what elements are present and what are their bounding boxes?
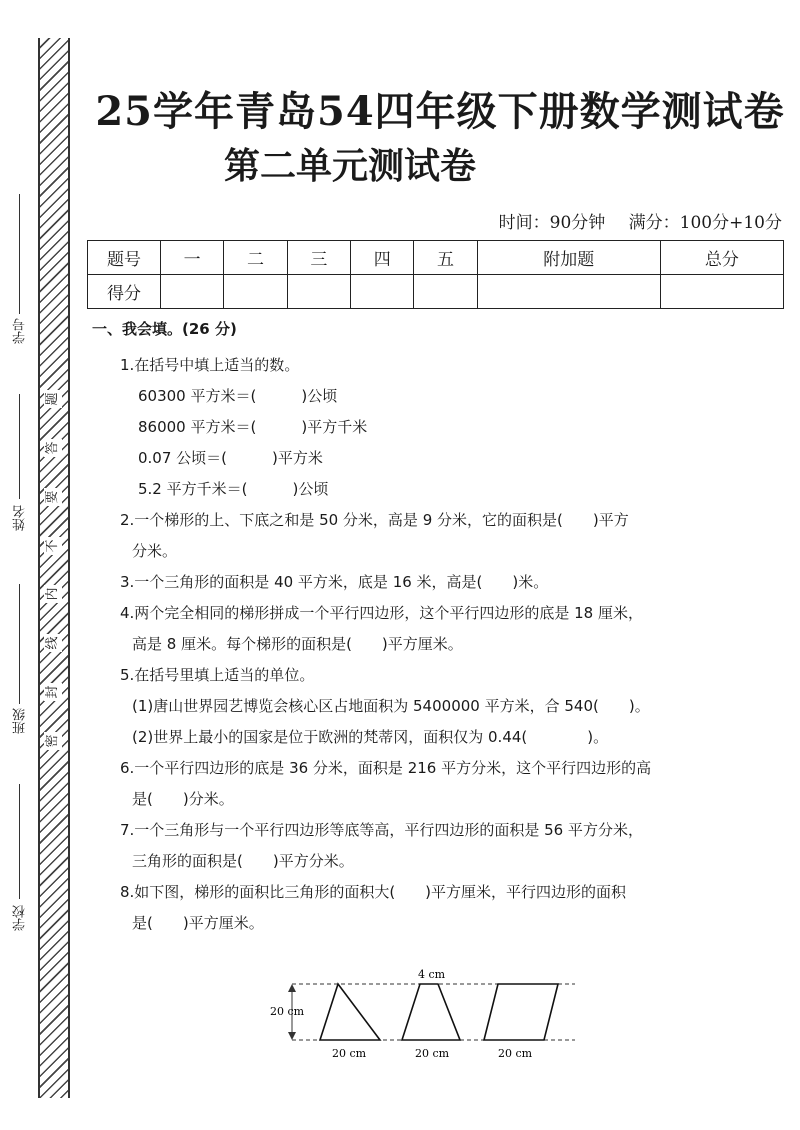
shapes-figure: [270, 962, 580, 1062]
score-table-score-row: [88, 275, 784, 309]
seal-char: 密: [44, 732, 62, 750]
score-table: [87, 240, 784, 309]
seal-line-text: [44, 390, 62, 750]
score-header-cell: 四: [351, 241, 414, 275]
question-line: 5.2 平方千米＝( )公顷: [138, 480, 329, 498]
binding-margin: [0, 0, 80, 1130]
student-id-label: 学号: [13, 318, 28, 344]
question-line: 高是 8 厘米。每个梯形的面积是( )平方厘米。: [132, 635, 463, 653]
height-label: 20 cm: [270, 1005, 305, 1018]
score-cell[interactable]: [161, 275, 224, 309]
score-cell[interactable]: [287, 275, 350, 309]
score-cell[interactable]: [224, 275, 287, 309]
question-line: 1.在括号中填上适当的数。: [120, 356, 300, 374]
seal-char: 题: [44, 390, 62, 408]
score-header-cell: 五: [414, 241, 477, 275]
page-subtitle: 第二单元测试卷: [223, 145, 476, 187]
school-field[interactable]: [4, 780, 34, 899]
question-line: 60300 平方米＝( )公顷: [138, 387, 338, 405]
school-label: 学校: [13, 905, 28, 931]
question-line: 86000 平方米＝( )平方千米: [138, 418, 368, 436]
question-line: 三角形的面积是( )平方分米。: [132, 852, 354, 870]
parallelogram-shape: [484, 984, 558, 1040]
question-line: 6.一个平行四边形的底是 36 分米，面积是 216 平方分米，这个平行四边形的高: [120, 759, 652, 777]
question-line: 7.一个三角形与一个平行四边形等底等高，平行四边形的面积是 56 平方分米，: [120, 821, 643, 839]
seal-char: 封: [44, 683, 62, 701]
student-id-label-group: [11, 318, 30, 344]
question-line: 是( )平方厘米。: [132, 914, 264, 932]
full-score: 满分：100分+10分: [628, 213, 782, 233]
triangle-base-label: 20 cm: [332, 1047, 367, 1060]
score-cell[interactable]: [660, 275, 783, 309]
score-header-cell: 题号: [88, 241, 161, 275]
class-field[interactable]: [4, 580, 34, 704]
name-label: 姓名: [13, 505, 28, 531]
question-line: 分米。: [132, 542, 178, 560]
seal-char: 不: [44, 537, 62, 555]
score-header-cell: 三: [287, 241, 350, 275]
seal-char: 内: [44, 585, 62, 603]
height-arrow-head-bottom: [288, 1032, 296, 1040]
name-label-group: [11, 505, 30, 531]
trapezoid-base-label: 20 cm: [415, 1047, 450, 1060]
exam-info: [481, 208, 782, 233]
score-header-cell: 一: [161, 241, 224, 275]
trapezoid-top-label: 4 cm: [418, 968, 446, 981]
seal-char: 要: [44, 488, 62, 506]
question-line: (2)世界上最小的国家是位于欧洲的梵蒂冈，面积仅为 0.44( )。: [132, 728, 609, 746]
score-row-label: 得分: [88, 275, 161, 309]
question-line: 5.在括号里填上适当的单位。: [120, 666, 315, 684]
school-label-group: [11, 905, 30, 931]
score-table-header-row: [88, 241, 784, 275]
question-line: (1)唐山世界园艺博览会核心区占地面积为 5400000 平方米，合 540( )。: [132, 697, 650, 715]
question-line: 0.07 公顷＝( )平方米: [138, 449, 323, 467]
seal-char: 答: [44, 439, 62, 457]
score-cell[interactable]: [477, 275, 660, 309]
question-line: 2.一个梯形的上、下底之和是 50 分米，高是 9 分米，它的面积是( )平方: [120, 511, 629, 529]
score-header-cell: 总分: [660, 241, 783, 275]
seal-char: 线: [44, 634, 62, 652]
student-id-field[interactable]: [4, 190, 34, 314]
section-fill-in: [92, 318, 792, 939]
height-arrow-head-top: [288, 984, 296, 992]
trapezoid-shape: [402, 984, 460, 1040]
score-cell[interactable]: [414, 275, 477, 309]
question-line: 是( )分米。: [132, 790, 234, 808]
question-line: 4.两个完全相同的梯形拼成一个平行四边形，这个平行四边形的底是 18 厘米，: [120, 604, 643, 622]
time-limit: 时间：90分钟: [498, 213, 606, 233]
section-heading: 一、我会填。(26 分): [92, 320, 237, 338]
score-header-cell: 二: [224, 241, 287, 275]
score-cell[interactable]: [351, 275, 414, 309]
page-title: 25学年青岛54四年级下册数学测试卷: [95, 88, 785, 135]
name-field[interactable]: [4, 390, 34, 499]
class-label-group: [11, 708, 30, 734]
triangle-shape: [320, 984, 380, 1040]
question-line: 8.如下图，梯形的面积比三角形的面积大( )平方厘米，平行四边形的面积: [120, 883, 627, 901]
score-header-cell: 附加题: [477, 241, 660, 275]
question-line: 3.一个三角形的面积是 40 平方米，底是 16 米，高是( )米。: [120, 573, 549, 591]
parallelogram-base-label: 20 cm: [498, 1047, 533, 1060]
class-label: 班级: [13, 708, 28, 734]
